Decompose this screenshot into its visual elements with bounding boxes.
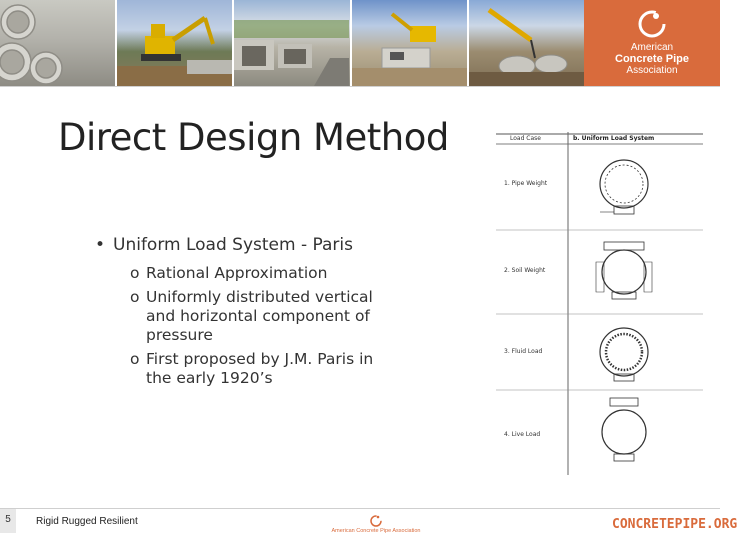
main-bullet	[95, 234, 395, 256]
row-label-4: 4. Live Load	[504, 431, 541, 438]
concrete-pipes-photo	[0, 0, 115, 86]
acpa-logo-panel	[584, 0, 720, 86]
sub-bullet-text: Rational Approximation	[146, 264, 328, 282]
acpa-logo-icon	[636, 8, 668, 40]
col-header-right: b. Uniform Load System	[573, 135, 655, 142]
header-photo-strip	[0, 0, 584, 86]
header-divider	[0, 86, 720, 87]
sub-bullet-marker: o	[130, 264, 140, 282]
row-label-3: 3. Fluid Load	[504, 348, 543, 355]
sub-bullet-list	[130, 264, 395, 388]
sub-bullet	[130, 350, 395, 388]
logo-text-line1: American	[630, 42, 674, 53]
slide-title: Direct Design Method	[58, 116, 449, 159]
sub-bullet	[130, 288, 395, 345]
col-header-left: Load Case	[510, 135, 541, 142]
construction-site-photo	[352, 0, 467, 86]
slide-number: 5	[0, 509, 16, 533]
acpa-footer-logo-icon	[369, 514, 383, 528]
logo-text-line2: Concrete Pipe	[615, 53, 689, 65]
slide-content	[95, 234, 395, 393]
sub-bullet-marker: o	[130, 350, 140, 368]
pipe-installation-photo	[469, 0, 584, 86]
excavator-trench-photo	[117, 0, 232, 86]
sub-bullet-marker: o	[130, 288, 140, 306]
footer-logo-text: American Concrete Pipe Association	[331, 528, 421, 534]
uniform-load-system-diagram	[496, 122, 703, 475]
footer-tagline: Rigid Rugged Resilient	[36, 516, 138, 527]
row-label-1: 1. Pipe Weight	[504, 180, 548, 187]
sub-bullet-text: First proposed by J.M. Paris in the early 1920’s	[146, 350, 374, 387]
footer-website: CONCRETEPIPE.ORG	[612, 517, 737, 532]
bullet-marker: •	[95, 235, 106, 255]
footer-logo	[316, 514, 436, 538]
row-label-2: 2. Soil Weight	[504, 267, 546, 274]
box-culvert-road-photo	[234, 0, 349, 86]
main-bullet-text: Uniform Load System - Paris	[113, 235, 353, 255]
sub-bullet	[130, 264, 395, 283]
logo-text-line3: Association	[626, 65, 678, 76]
sub-bullet-text: Uniformly distributed vertical and horizontal component of pressure	[146, 288, 373, 344]
